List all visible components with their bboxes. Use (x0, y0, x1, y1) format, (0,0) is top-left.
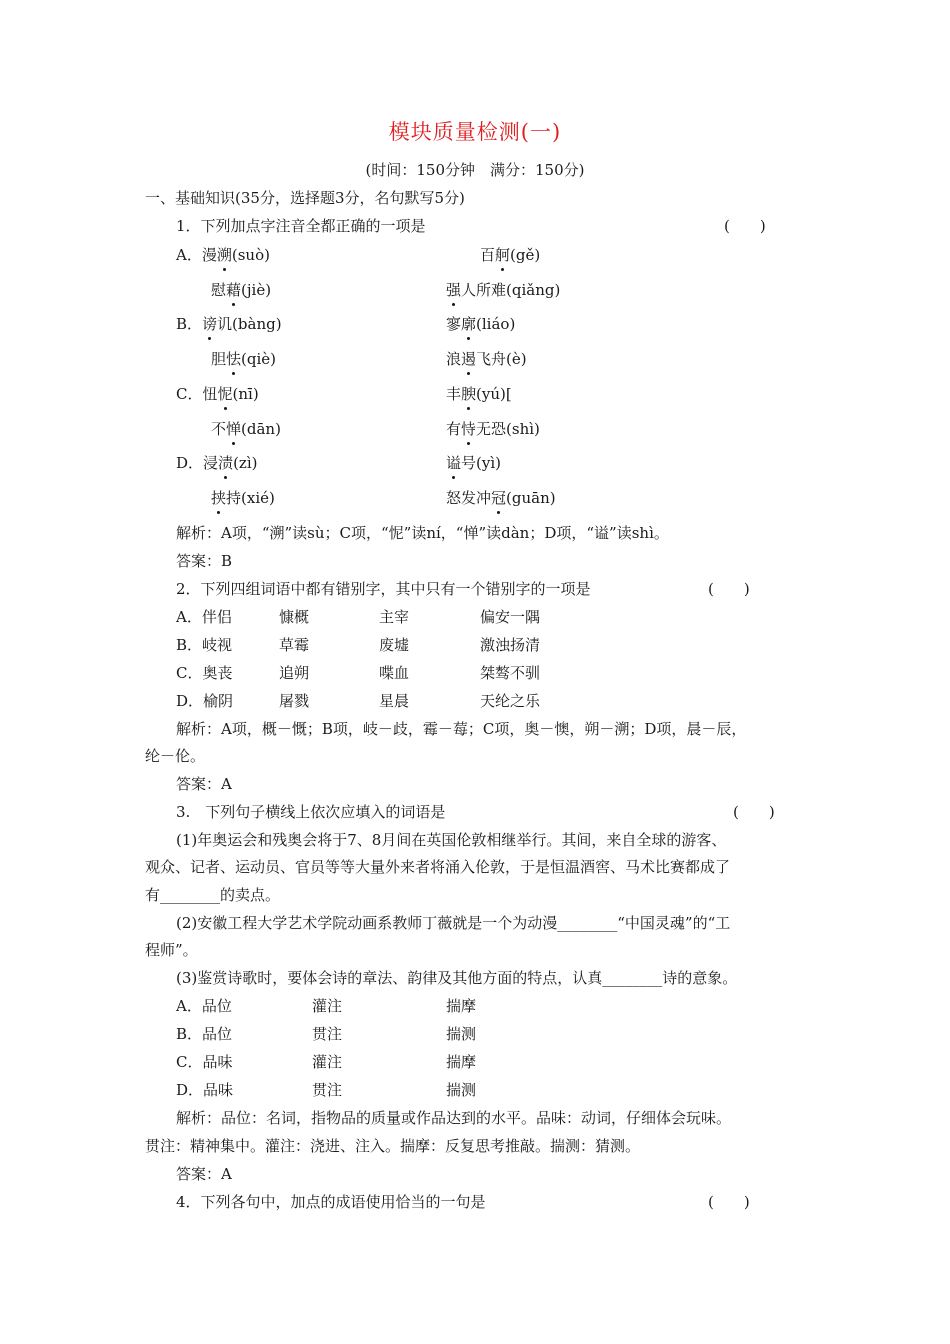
word: 寥 (446, 315, 462, 333)
q2-answer-blank: ( ) (708, 580, 750, 598)
q3-option-a-word2: 灌注 (312, 997, 343, 1015)
pinyin: (suò) (231, 246, 270, 264)
q3-option-d-word2: 贯注 (312, 1081, 343, 1099)
pinyin: 人所难(qiǎng) (461, 281, 561, 299)
q3-option-d-word3: 揣测 (446, 1081, 477, 1099)
pinyin: 无恐(shì) (476, 420, 540, 438)
word: 有 (446, 420, 462, 438)
q4-stem: 4．下列各句中，加点的成语使用恰当的一句是 (176, 1193, 486, 1211)
word: 慰 (211, 281, 227, 299)
q1-option-c-item2 (446, 384, 512, 404)
dotted-char: 腴 (461, 385, 477, 403)
dotted-char: 溯 (216, 246, 232, 264)
option-label: A． (176, 246, 202, 264)
q2-option-a-word4: 偏安一隅 (480, 608, 541, 626)
q3-answer-blank: ( ) (733, 803, 775, 821)
word: 丰 (446, 385, 462, 403)
q3-sentence2-line2: 程师”。 (145, 941, 198, 959)
option-label: B． (176, 315, 203, 333)
q3-sentence1-line1: (1)年奥运会和残奥会将于7、8月间在英国伦敦相继举行。其间，来自全球的游客、 (176, 831, 727, 849)
q2-option-d-word3: 星晨 (379, 692, 410, 710)
q3-stem: 3. 下列句子横线上依次应填入的词语是 (176, 803, 446, 821)
pinyin: 讥(bàng) (217, 315, 282, 333)
pinyin: (liáo) (476, 315, 516, 333)
q1-option-c-item4 (446, 419, 540, 439)
dotted-char: 挟 (211, 489, 227, 507)
q2-option-d-word2: 屠戮 (279, 692, 310, 710)
q1-analysis: 解析：A项，“溯”读sù；C项，“怩”读ní，“惮”读dàn；D项，“谥”读shì。 (176, 524, 669, 542)
q3-option-a-word3: 揣摩 (446, 997, 477, 1015)
q3-analysis-line1: 解析：品位：名词，指物品的质量或作品达到的水平。品味：动词，仔细体会玩味。 (176, 1109, 732, 1127)
pinyin: (qiè) (241, 350, 277, 368)
pinyin: 号(yì) (461, 454, 501, 472)
q3-option-b-word3: 揣测 (446, 1025, 477, 1043)
q1-option-d-item2 (446, 453, 501, 473)
dotted-char: 怯 (226, 350, 242, 368)
q3-option-c-word3: 揣摩 (446, 1053, 477, 1071)
q2-analysis-line2: 纶－伦。 (145, 747, 206, 765)
q1-option-c (176, 384, 259, 404)
q1-option-a-item2 (480, 245, 540, 265)
q1-answer-blank: ( ) (724, 217, 766, 235)
section-heading: 一、基础知识(35分，选择题3分，名句默写5分) (145, 189, 465, 207)
q4-answer-blank: ( ) (708, 1193, 750, 1211)
q3-sentence1-line3: 有________的卖点。 (145, 886, 281, 904)
q3-analysis-line2: 贯注：精神集中。灌注：浇进、注入。揣摩：反复思考推敲。揣测：猜测。 (145, 1137, 641, 1155)
q1-option-a-item4 (446, 280, 560, 300)
q2-answer: 答案：A (176, 775, 232, 793)
dotted-char: 谥 (446, 454, 462, 472)
option-label: D． (176, 454, 204, 472)
q3-option-a-word1: A．品位 (176, 997, 232, 1015)
pinyin: 飞舟(è) (476, 350, 527, 368)
dotted-char: 舸 (495, 246, 511, 264)
q1-answer: 答案：B (176, 552, 233, 570)
q1-option-d-item4 (446, 488, 556, 508)
q3-option-c-word2: 灌注 (312, 1053, 343, 1071)
q2-option-b-word2: 草霉 (279, 636, 310, 654)
q1-option-c-item3 (211, 419, 281, 439)
option-label: C． (176, 385, 203, 403)
q3-sentence3: (3)鉴赏诗歌时，要体会诗的章法、韵律及其他方面的特点，认真________诗的意象。 (176, 969, 738, 987)
pinyin: (zì) (233, 454, 258, 472)
dotted-char: 遏 (461, 350, 477, 368)
q3-answer: 答案：A (176, 1165, 232, 1183)
q3-sentence2-line1: (2)安徽工程大学艺术学院动画系教师丁薇就是一个为动漫________“中国灵魂”的“工 (176, 914, 731, 932)
q2-option-a-word1: A．伴侣 (176, 608, 232, 626)
q2-stem: 2．下列四组词语中都有错别字，其中只有一个错别字的一项是 (176, 580, 591, 598)
q2-option-d-word1: D．榆阴 (176, 692, 234, 710)
q2-option-c-word3: 喋血 (379, 664, 410, 682)
q2-option-b-word3: 废墟 (379, 636, 410, 654)
pinyin: 持(xié) (226, 489, 275, 507)
word: 漫 (201, 246, 217, 264)
word: 胆 (211, 350, 227, 368)
word: 百 (480, 246, 496, 264)
dotted-char: 藉 (226, 281, 242, 299)
word: 忸 (202, 385, 218, 403)
dotted-char: 谤 (202, 315, 218, 333)
q2-option-b-word1: B．岐视 (176, 636, 233, 654)
q1-option-d-item3 (211, 488, 275, 508)
pinyin: (gě) (510, 246, 541, 264)
q2-option-c-word1: C．奥丧 (176, 664, 233, 682)
q2-option-b-word4: 激浊扬清 (480, 636, 541, 654)
word: 浸 (203, 454, 219, 472)
q1-option-d (176, 453, 257, 473)
q2-option-c-word4: 桀骜不驯 (480, 664, 541, 682)
q1-option-a (176, 245, 270, 265)
pinyin: (jiè) (241, 281, 272, 299)
q3-option-d-word1: D．品味 (176, 1081, 234, 1099)
q2-analysis-line1: 解析：A项，概－慨；B项，岐－歧，霉－莓；C项，奥－懊，朔－溯；D项，晨－辰， (176, 720, 747, 738)
q3-option-c-word1: C．品味 (176, 1053, 233, 1071)
word: 不 (211, 420, 227, 438)
q2-option-a-word3: 主宰 (379, 608, 410, 626)
dotted-char: 怩 (217, 385, 233, 403)
q1-option-b-item3 (211, 349, 276, 369)
q3-option-b-word2: 贯注 (312, 1025, 343, 1043)
pinyin: (guān) (506, 489, 556, 507)
pinyin: (yú)[ (476, 385, 512, 403)
q1-option-b-item2 (446, 314, 515, 334)
dotted-char: 渍 (218, 454, 234, 472)
q1-option-b (176, 314, 282, 334)
q3-sentence1-line2: 观众、记者、运动员、官员等等大量外来者将涌入伦敦，于是恒温酒窖、马术比赛都成了 (145, 858, 731, 876)
exam-info: (时间：150分钟 满分：150分) (365, 161, 585, 179)
word: 浪 (446, 350, 462, 368)
dotted-char: 强 (446, 281, 462, 299)
q2-option-c-word2: 追朔 (279, 664, 310, 682)
dotted-char: 恃 (461, 420, 477, 438)
q1-option-a-item3 (211, 280, 271, 300)
q1-option-b-item4 (446, 349, 527, 369)
q2-option-d-word4: 天纶之乐 (480, 692, 541, 710)
word: 怒发冲 (446, 489, 492, 507)
dotted-char: 惮 (226, 420, 242, 438)
pinyin: (nī) (232, 385, 259, 403)
dotted-char: 廓 (461, 315, 477, 333)
q2-option-a-word2: 慷概 (279, 608, 310, 626)
q1-stem: 1．下列加点字注音全都正确的一项是 (176, 217, 426, 235)
pinyin: (dān) (241, 420, 281, 438)
page-title: 模块质量检测(一) (388, 120, 562, 144)
q3-option-b-word1: B．品位 (176, 1025, 233, 1043)
dotted-char: 冠 (491, 489, 507, 507)
